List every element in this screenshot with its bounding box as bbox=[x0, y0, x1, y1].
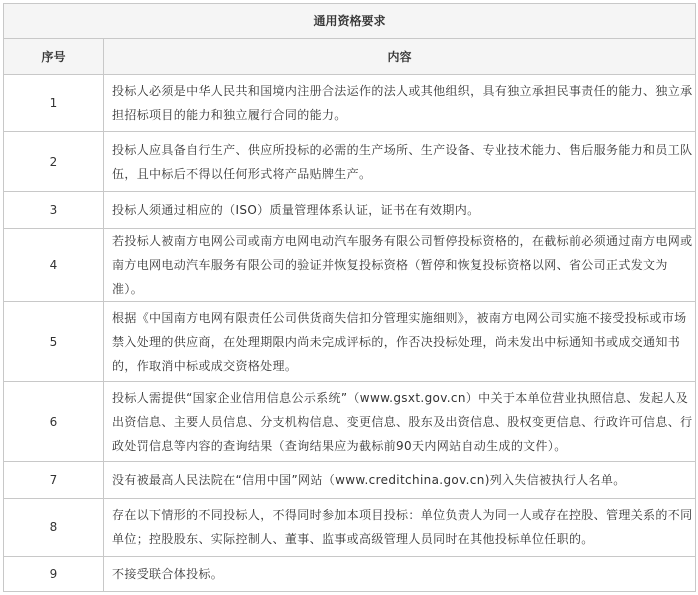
row-number: 6 bbox=[4, 382, 104, 462]
row-content: 根据《中国南方电网有限责任公司供货商失信扣分管理实施细则》，被南方电网公司实施不接受投标或市场禁入处理的供应商，在处理期限内尚未完成评标的，作否决投标处理，尚未发出中标通知书或成交通知书的，作取消中标或成交资格处理。 bbox=[104, 301, 696, 381]
row-number: 5 bbox=[4, 301, 104, 381]
row-number: 2 bbox=[4, 132, 104, 191]
table-row bbox=[4, 75, 696, 132]
row-number: 8 bbox=[4, 498, 104, 556]
table-title: 通用资格要求 bbox=[4, 4, 696, 39]
row-number: 3 bbox=[4, 191, 104, 228]
table-row bbox=[4, 498, 696, 556]
row-content: 投标人须通过相应的（ISO）质量管理体系认证，证书在有效期内。 bbox=[104, 191, 696, 228]
row-number: 7 bbox=[4, 462, 104, 498]
row-number: 4 bbox=[4, 228, 104, 301]
table-header-row bbox=[4, 39, 696, 75]
row-number: 9 bbox=[4, 556, 104, 591]
table-row bbox=[4, 191, 696, 228]
row-content: 投标人必须是中华人民共和国境内注册合法运作的法人或其他组织，具有独立承担民事责任的能力、独立承担招标项目的能力和独立履行合同的能力。 bbox=[104, 75, 696, 132]
table-row bbox=[4, 132, 696, 191]
table-row bbox=[4, 301, 696, 381]
table-title-row bbox=[4, 4, 696, 39]
row-content: 不接受联合体投标。 bbox=[104, 556, 696, 591]
table-row bbox=[4, 462, 696, 498]
row-number: 1 bbox=[4, 75, 104, 132]
row-content: 没有被最高人民法院在“信用中国”网站（www.creditchina.gov.cn)列入失信被执行人名单。 bbox=[104, 462, 696, 498]
header-content: 内容 bbox=[104, 39, 696, 75]
table-row bbox=[4, 382, 696, 462]
row-content: 若投标人被南方电网公司或南方电网电动汽车服务有限公司暂停投标资格的，在截标前必须通过南方电网或南方电网电动汽车服务有限公司的验证并恢复投标资格（暂停和恢复投标资格以网、省公司正式发文为准）。 bbox=[104, 228, 696, 301]
qualification-table bbox=[3, 3, 696, 592]
row-content: 投标人应具备自行生产、供应所投标的必需的生产场所、生产设备、专业技术能力、售后服务能力和员工队伍，且中标后不得以任何形式将产品贴牌生产。 bbox=[104, 132, 696, 191]
table-row bbox=[4, 228, 696, 301]
table-row bbox=[4, 556, 696, 591]
header-number: 序号 bbox=[4, 39, 104, 75]
row-content: 存在以下情形的不同投标人，不得同时参加本项目投标：单位负责人为同一人或存在控股、管理关系的不同单位；控股股东、实际控制人、董事、监事或高级管理人员同时在其他投标单位任职的。 bbox=[104, 498, 696, 556]
row-content: 投标人需提供“国家企业信用信息公示系统”（www.gsxt.gov.cn）中关于本单位营业执照信息、发起人及出资信息、主要人员信息、分支机构信息、变更信息、股东及出资信息、股权变更信息、行政许可信息、行政处罚信息等内容的查询结果（查询结果应为截标前90天内网站自动生成的文件）。 bbox=[104, 382, 696, 462]
